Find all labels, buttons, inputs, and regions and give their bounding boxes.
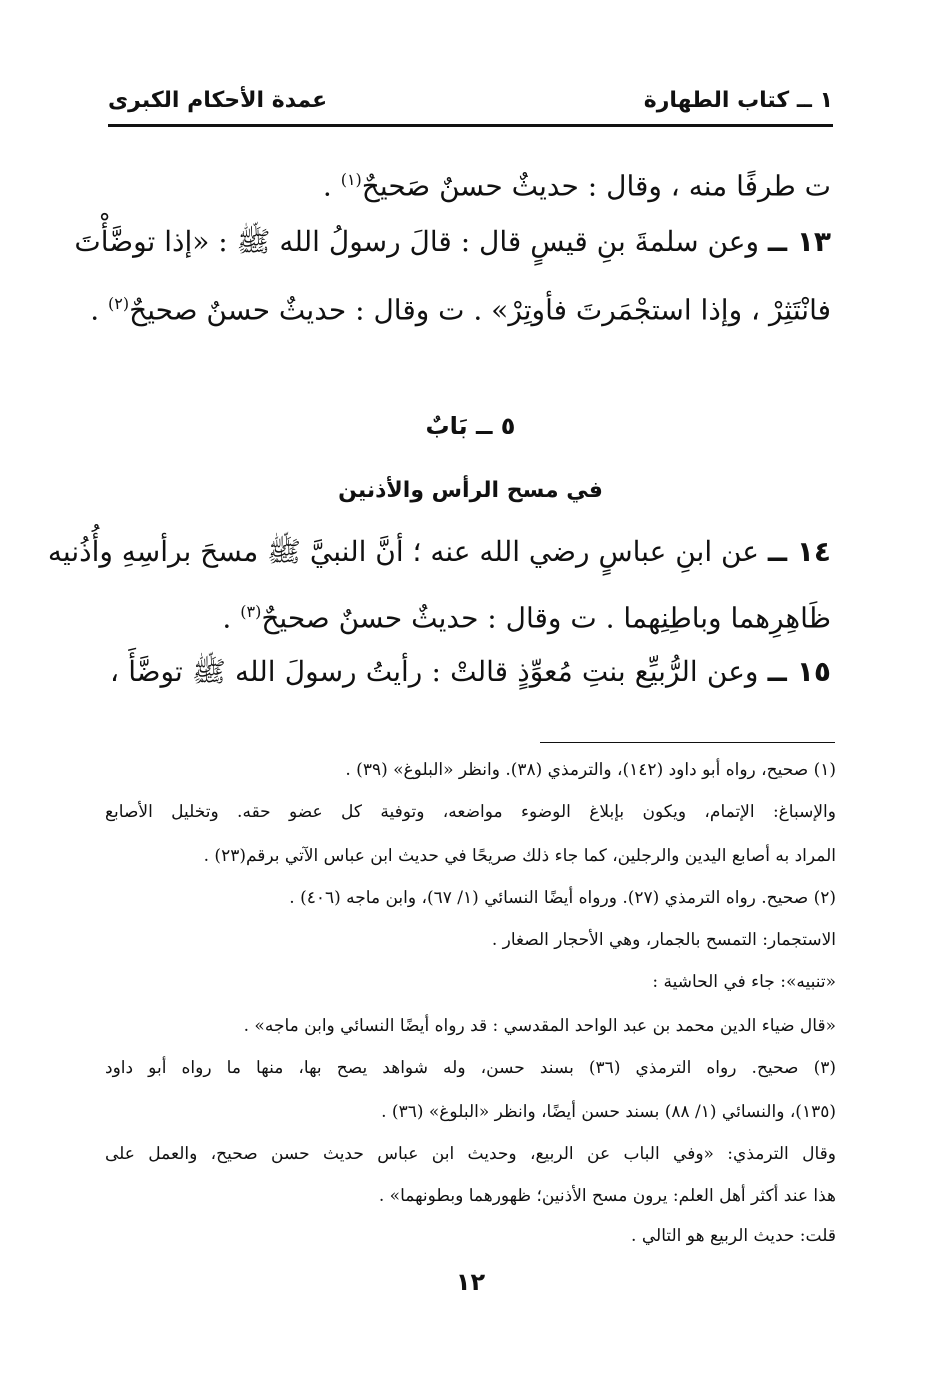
footnote-line: والإسباغ: الإتمام، ويكون بإبلاغ الوضوء مواضعه، وتوفية كل عضو حقه. وتخليل الأصابع <box>105 802 836 822</box>
hadith-14-line-1: ١٤ ــ عن ابنِ عباسٍ رضي الله عنه ؛ أنَّ النبيَّ ﷺ مسحَ برأسِهِ وأُذُنيه <box>47 535 831 568</box>
footnote-ref-1: (١) <box>340 170 362 189</box>
footnote-line: هذا عند أكثر أهل العلم: يرون مسح الأذنين؛ ظهورهما وبطونهما» . <box>378 1186 836 1206</box>
footnote-line: (١) صحيح، رواه أبو داود (١٤٢)، والترمذي (٣٨). وانظر «البلوغ» (٣٩) . <box>345 760 836 780</box>
hadith-number-14: ١٤ ــ <box>767 535 831 568</box>
running-header <box>108 88 833 124</box>
header-rule <box>108 124 833 127</box>
footnote-line: قلت: حديث الربيع هو التالي . <box>631 1226 836 1246</box>
footnote-line: (٢) صحيح. رواه الترمذي (٢٧). ورواه أيضًا النسائي (١/ ٦٧)، وابن ماجه (٤٠٦) . <box>289 888 836 908</box>
footnote-ref-2: (٢) <box>108 294 130 313</box>
footnote-line: «قال ضياء الدين محمد بن عبد الواحد المقدسي : قد رواه أيضًا النسائي وابن ماجه» . <box>243 1016 836 1036</box>
footnote-line: (١٣٥)، والنسائي (١/ ٨٨) بسند حسن أيضًا، وانظر «البلوغ» (٣٦) . <box>381 1102 836 1122</box>
hadith-number-15: ١٥ ــ <box>767 655 831 688</box>
header-chapter: ١ ــ كتاب الطهارة <box>643 88 833 113</box>
page-number: ١٢ <box>455 1268 486 1296</box>
body-line-1: ت طرفًا منه ، وقال : حديثٌ حسنٌ صَحيحٌ$^{(١)}$ . <box>322 169 831 203</box>
header-book-title: عمدة الأحكام الكبرى <box>108 88 328 113</box>
footnote-line: وقال الترمذي: «وفي الباب عن الربيع، وحديث ابن عباس حديث حسن صحيح، والعمل على <box>105 1144 836 1164</box>
footnote-line: «تنبيه»: جاء في الحاشية : <box>652 972 836 992</box>
footnote-line: (٣) صحيح. رواه الترمذي (٣٦) بسند حسن، وله شواهد يصح بها، منها ما رواه أبو داود <box>105 1058 836 1078</box>
hadith-number-13: ١٣ ــ <box>767 225 831 258</box>
bab-heading: ٥ ــ بَابٌ <box>425 412 516 440</box>
footnote-separator <box>540 742 835 743</box>
hadith-14-line-2: ظَاهِرِهما وباطِنِهما . ت وقال : حديثٌ حسنٌ صحيحٌ$^{(٣)}$ . <box>222 601 831 635</box>
hadith-15-line-1: ١٥ ــ وعن الرُّبيِّع بنتِ مُعوِّذٍ قالتْ : رأيتُ رسولَ الله ﷺ توضَّأَ ، <box>110 655 831 688</box>
footnote-ref-3: (٣) <box>240 602 262 621</box>
hadith-13-line-1: ١٣ ــ وعن سلمةَ بنِ قيسٍ قال : قالَ رسولُ الله ﷺ : «إذا توضَّأْتَ <box>74 225 831 258</box>
chapter-title: في مسح الرأس والأذنين <box>338 478 603 503</box>
footnote-line: المراد به أصابع اليدين والرجلين، كما جاء ذلك صريحًا في حديث ابن عباس الآتي برقم(٢٣) . <box>203 846 836 866</box>
hadith-13-line-2: فانْتَثِرْ ، وإذا استجْمَرتَ فأوتِرْ» . ت وقال : حديثٌ حسنٌ صحيحٌ$^{(٢)}$ . <box>90 293 831 327</box>
footnote-line: الاستجمار: التمسح بالجمار، وهي الأحجار الصغار . <box>491 930 836 950</box>
